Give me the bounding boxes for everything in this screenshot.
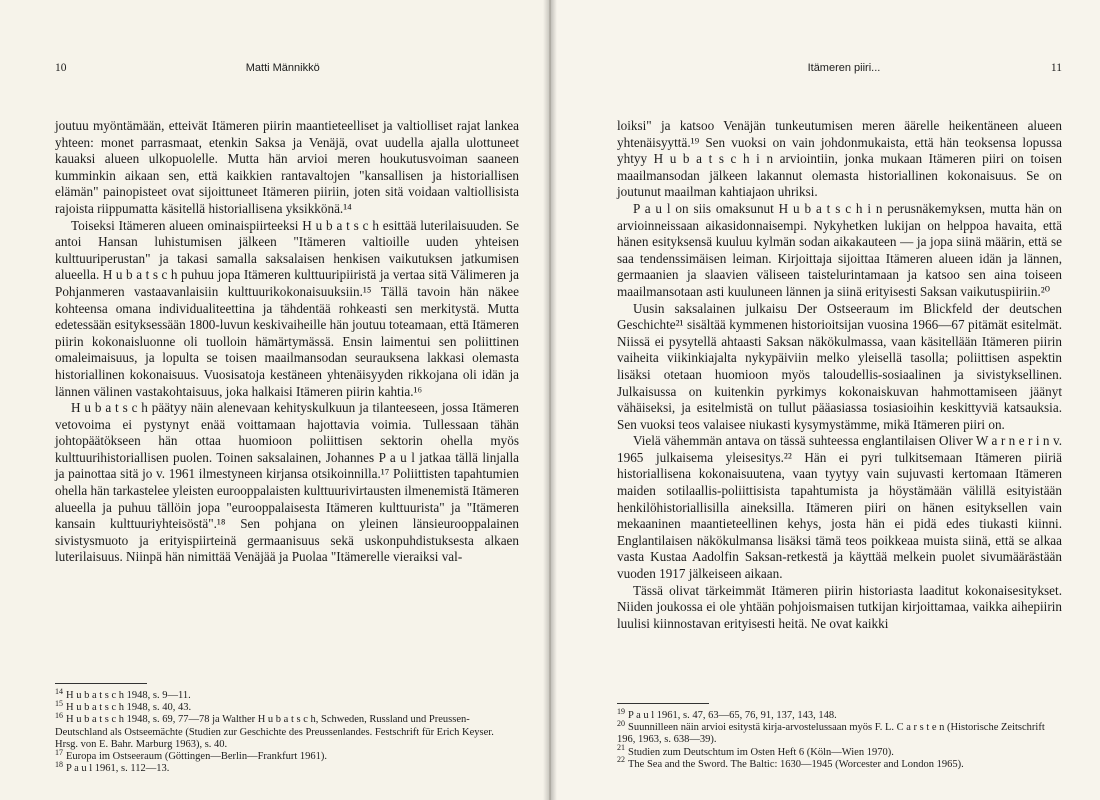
footnotes xyxy=(617,703,1062,771)
paragraph: loiksi" ja katsoo Venäjän tunkeutumisen meren äärelle heikentäneen alueen yhtenäisyyttä.¹⁹ Sen vuoksi on vain johdonmukaista, että hän teoksensa lopussa yhtyy H u b a t s c h i n arviointiin, jonka mukaan Itämeren piiri on toisen maailmansodan jälkeen lakannut olemasta historiallinen kokonaisuus. Se on joutunut maailman kahtiajaon uhriksi. xyxy=(617,118,1062,200)
paragraph: P a u l on siis omaksunut H u b a t s c h i n perusnäkemyksen, mutta hän on arvioinneissaan aikasidonnaisempi. Nykyhetken lukijan on helppoa havaita, että hänen esityksensä kuuluu kylmän sodan aikakauteen — ja jopa siinä määrin, että se saa tendenssimäisen leiman. Kirjoittaja sijoittaa Itämeren alueen idän ja lännen, germaanien ja slaavien väliseen taistelurintamaan ja katsoo sen aina toiseen maailmansotaan asti kuuluneen lännen ja siinä erityisesti Saksan vaikutuspiiriin.²⁰ xyxy=(617,200,1062,299)
paragraph: Vielä vähemmän antava on tässä suhteessa englantilaisen Oliver W a r n e r i n v. 1965 julkaisema yleisesitys.²² Hän ei pyri tulkitsemaan Itämeren piiriä historiallisena kokonaisuutena, vaan tyytyy vain sujuvasti kertomaan Itämeren maiden sotilaallis-poliittisista tapahtumista ja höystämään välillä esityistään henkilöhistoriallisilla aineksilla. Itämeren piiri on hänen esityksellen vain mekaaninen maantieteellinen kehys, josta hän ei pidä edes tiukasti kiinni. Englantilaisen näkökulmansa lisäksi tämä teos poikkeaa muista siinä, että se alkaa vasta Kustaa Aadolfin Saksan-retkestä ja käyttää melkein puolet sivumäärästään vuoden 1917 jälkeiseen aikaan. xyxy=(617,433,1062,582)
footnote-rule xyxy=(617,703,709,704)
footnote: $^{14}$ H u b a t s c h 1948, s. 9—11. xyxy=(55,686,191,701)
page-number: 10 xyxy=(55,62,67,74)
footnote: $^{17}$ Europa im Ostseeraum (Göttingen—Berlin—Frankfurt 1961). xyxy=(55,747,327,763)
book-gutter xyxy=(543,0,557,800)
left-page xyxy=(0,0,549,800)
running-head: Itämeren piiri... xyxy=(807,62,881,74)
footnotes xyxy=(55,683,519,775)
body-text xyxy=(55,118,519,566)
page-number: 11 xyxy=(1050,62,1062,74)
running-head: Matti Männikkö xyxy=(245,62,320,74)
footnote: $^{15}$ H u b a t s c h 1948, s. 40, 43. xyxy=(55,698,192,714)
body-text xyxy=(617,118,1062,632)
paragraph: H u b a t s c h päätyy näin alenevaan kehityskulkuun ja tilanteeseen, jossa Itämeren vetovoima ei pystynyt enää voittamaan hajottavia voimia. Tullessaan tähän johtopäätökseen hän ottaa huomioon poliittisen sektorin ohella myös kulttuurihistoriallisen puolen. Toinen saksalainen, Johannes P a u l jatkaa tällä linjalla ja painottaa sitä jo v. 1961 ilmestyneen kirjansa otsikoinnilla.¹⁷ Poliittisten tapahtumien ohella hän tarkastelee yleisten eurooppalaisten kulttuurivirtausten ilmenemistä Itämeren alueella ja puhuu tällöin jopa "eurooppalaisesta Itämeren kulttuurista" ja "Itämeren kansain kulttuuriyhteisöstä".¹⁸ Sen pohjana on yleinen länsieurooppalainen sivistysmuoto ja erityispiirteinä germaanisuus sekä uskonpuhdistuksesta alkaen luterilaisuus. Niinpä hän nimittää Venäjää ja Puolaa "Itämerelle vieraiksi val- xyxy=(55,400,519,565)
footnote: $^{21}$ Studien zum Deutschtum im Osten Heft 6 (Köln—Wien 1970). xyxy=(617,743,894,758)
footnote: $^{20}$ Suunnilleen näin arvioi esitystä kirja-arvostelussaan myös F. L. C a r s t e n (Historische Zeitschrift 196, 1963, s. 638—39). xyxy=(617,718,1045,746)
paragraph: joutuu myöntämään, etteivät Itämeren piirin maantieteelliset ja valtiolliset rajat lankea yhteen: monet parrasmaat, etenkin Saksa ja Venäjä, ovat uudella ajalla ulottuneet kauaksi alueen ulkopuolelle. Mutta hän arvioi meren houkutusvoiman saaneen kumminkin aikaan sen, että kaikkien rantavaltojen "kansallisen ja historiallisen elämän" painopisteet ovat sijoittuneet Itämeren piiriin, joten sitä voidaan valtiollisista rajoista riippumatta käsitellä historiallisena yksikkönä.¹⁴ xyxy=(55,118,519,216)
paragraph: Tässä olivat tärkeimmät Itämeren piirin historiasta laaditut kokonaisesitykset. Niiden joukossa ei ole yhtään pohjoismaisen tutkijan kirjoittamaa, vaikka aihepiirin luulisi kiinnostavan erityisesti heitä. Ne ovat kaikki xyxy=(617,582,1062,631)
right-page xyxy=(551,0,1100,800)
footnote: $^{16}$ H u b a t s c h 1948, s. 69, 77—78 ja Walther H u b a t s c h, Schweden, Russland und Preussen-Deutschland als Ostseemächte (Studien zur Geschichte des Preussenlandes. Festschrift für Erich Keyser. Hrsg. von E. Bahr. Marburg 1963), s. 40. xyxy=(55,710,494,750)
paragraph: Uusin saksalainen julkaisu Der Ostseeraum im Blickfeld der deutschen Geschichte²¹ sisältää kymmenen historioitsijan vuosina 1966—67 pitämät esitelmät. Niissä ei pysytellä ahtaasti Saksan näkökulmassa, vaan käsitellään Itämeren piirin vaiheita viikinkiajalta nykypäiviin melko yleisellä tasolla; poliittisen aspektin lisäksi otetaan huomioon myös taloudellis-sosiaalinen ja sivistyksellinen. Julkaisussa on kuitenkin pyrkimys kokonaiskuvan hahmottamiseen jäänyt vähäiseksi, ja esitelmistä on tullut pääasiassa tosiasioihin keskittyviä katsauksia. Sen vuoksi teos valaisee niukasti kysymystämme, mikä Itämeren piiri on. xyxy=(617,300,1062,432)
footnote: $^{19}$ P a u l 1961, s. 47, 63—65, 76, 91, 137, 143, 148. xyxy=(617,706,837,721)
paragraph: Toiseksi Itämeren alueen ominaispiirteeksi H u b a t s c h esittää luterilaisuuden. Se antoi Hansan luhistumisen jälkeen "Itämeren valtioille uuden yhteisen kulttuuriperustan" ja takasi samalla saksalaisen henkisen vaikutuksen jatkumisen alueella. H u b a t s c h puhuu jopa Itämeren kulttuuripiiristä ja vertaa sitä Välimeren ja Pohjanmeren vastaavanlaisiin kulttuurikokonaisuuksiin.¹⁵ Tällä tavoin hän näkee kohteensa omana individualiteettina ja tähdentää rohkeasti sen merkitystä. Mutta edetessään esityksessään 1800-luvun keskivaiheille hän joutuu toteamaan, että Itämeren piirin kokonaisluonne oli tuolloin hämärtymässä. Ensin laimentui sen poliittinen omaleimaisuus, ja lopulta se toisen maailmansodan seurauksena lakkasi olemasta historiallinen kokonaisuus. Vuosisatoja kestäneen yhtenäisyyden rikkojana oli idän ja lännen välinen vastakohtaisuus, joka halkaisi Itämeren piirin kahtia.¹⁶ xyxy=(55,217,519,399)
footnote: $^{22}$ The Sea and the Sword. The Baltic: 1630—1945 (Worcester and London 1965). xyxy=(617,755,964,770)
footnote: $^{18}$ P a u l 1961, s. 112—13. xyxy=(55,759,170,775)
footnote-rule xyxy=(55,683,147,684)
left-page-header xyxy=(55,62,519,84)
right-page-header xyxy=(617,62,1062,84)
